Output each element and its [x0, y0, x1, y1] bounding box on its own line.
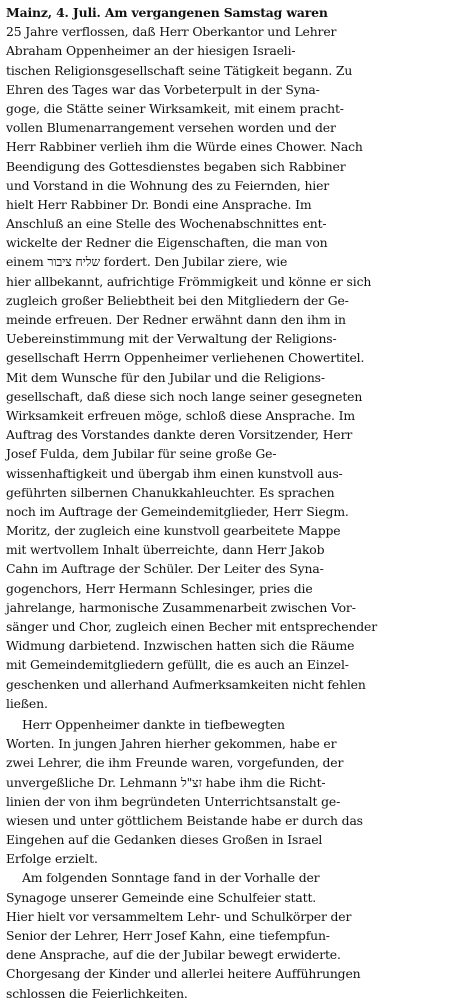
article-line: hier allbekannt, aufrichtige Frömmigkeit und könne er sich: [6, 273, 372, 289]
article-line: Senior der Lehrer, Herr Josef Kahn, eine tiefempfun-: [6, 928, 330, 943]
article-line: sänger und Chor, zugleich einen Becher mit entsprechender: [6, 619, 378, 634]
article-line: Am folgenden Sonntage fand in der Vorhalle der: [22, 870, 320, 886]
paragraph-jubilee-report: [6, 3, 443, 713]
article-line: einem שליח ציבור fordert. Den Jubilar ziere, wie: [6, 254, 288, 270]
article-line: noch im Auftrage der Gemeindemitglieder, Herr Siegm.: [6, 503, 349, 519]
article-line: gesellschaft, daß diese sich noch lange seiner gesegneten: [6, 388, 363, 404]
article-line: gogenchors, Herr Hermann Schlesinger, pries die: [6, 580, 313, 596]
article-line: ließen.: [6, 695, 48, 711]
article-line: Chorgesang der Kinder und allerlei heitere Aufführungen: [6, 966, 361, 982]
article-line: tischen Religionsgesellschaft seine Tätigkeit begann. Zu: [6, 62, 353, 78]
article-line: Wirksamkeit erfreuen möge, schloß diese Ansprache. Im: [6, 407, 355, 423]
article-line: zwei Lehrer, die ihm Freunde waren, vorgefunden, der: [6, 755, 344, 771]
article-line: Uebereinstimmung mit der Verwaltung der Religions-: [6, 331, 337, 347]
article-line: Josef Fulda, dem Jubilar für seine große Ge-: [6, 446, 277, 462]
article-line: hielt Herr Rabbiner Dr. Bondi eine Ansprache. Im: [6, 196, 312, 212]
paragraph-oppenheimer-thanks: [6, 715, 443, 869]
article-line: dene Ansprache, auf die der Jubilar bewegt erwiderte.: [6, 947, 341, 963]
article-line: Widmung darbietend. Inzwischen hatten sich die Räume: [6, 638, 355, 654]
article-line: Eingehen auf die Gedanken dieses Großen in Israel: [6, 832, 323, 848]
article-line: vollen Blumenarrangement versehen worden und der: [6, 120, 336, 136]
article-line: gesellschaft Herrn Oppenheimer verliehenen Chowertitel.: [6, 350, 365, 366]
paragraph-school-celebration: [6, 868, 443, 1002]
article-line: Moritz, der zugleich eine kunstvoll gearbeitete Mappe: [6, 523, 341, 539]
article-line: Abraham Oppenheimer an der hiesigen Israeli-: [6, 43, 296, 59]
article-line: unvergeßliche Dr. Lehmann זצ"ל habe ihm die Richt-: [6, 774, 326, 790]
article-line: jahrelange, harmonische Zusammenarbeit zwischen Vor-: [6, 599, 356, 615]
article-line: Ehren des Tages war das Vorbeterpult in der Syna-: [6, 81, 320, 97]
article-line: Hier hielt vor versammeltem Lehr- und Schulkörper der: [6, 908, 352, 924]
article-line: linien der von ihm begründeten Unterrichtsanstalt ge-: [6, 793, 341, 809]
article-line: und Vorstand in die Wohnung des zu Feiernden, hier: [6, 177, 330, 193]
article-line: goge, die Stätte seiner Wirksamkeit, mit einem pracht-: [6, 100, 344, 116]
article-line: wiesen und unter göttlichem Beistande habe er durch das: [6, 812, 363, 828]
article-line: schlossen die Feierlichkeiten.: [6, 985, 188, 1001]
article-line: wissenhaftigkeit und übergab ihm einen kunstvoll aus-: [6, 465, 343, 481]
article-line: geschenken und allerhand Aufmerksamkeiten nicht fehlen: [6, 676, 366, 692]
article-line: mit Gemeindemitgliedern gefüllt, die es auch an Einzel-: [6, 657, 349, 673]
article-line: geführten silbernen Chanukkahleuchter. Es sprachen: [6, 484, 335, 500]
article-line: mit wertvollem Inhalt überreichte, dann Herr Jakob: [6, 542, 325, 558]
article-line: wickelte der Redner die Eigenschaften, die man von: [6, 235, 328, 251]
article-line: Worten. In jungen Jahren hierher gekommen, habe er: [6, 736, 337, 752]
article-line: Erfolge erzielt.: [6, 851, 98, 867]
article-line: Herr Oppenheimer dankte in tiefbewegten: [22, 716, 285, 732]
article-line: zugleich großer Beliebtheit bei den Mitgliedern der Ge-: [6, 292, 349, 308]
article-line: Herr Rabbiner verlieh ihm die Würde eines Chower. Nach: [6, 139, 363, 155]
article-line: Anschluß an eine Stelle des Wochenabschnittes ent-: [6, 216, 327, 232]
article-line: 25 Jahre verflossen, daß Herr Oberkantor und Lehrer: [6, 24, 337, 40]
article-line: meinde erfreuen. Der Redner erwähnt dann den ihm in: [6, 312, 346, 327]
article-line: Synagoge unserer Gemeinde eine Schulfeier statt.: [6, 889, 317, 905]
article-line: Auftrag des Vorstandes dankte deren Vorsitzender, Herr: [6, 427, 353, 443]
newspaper-article: [6, 3, 443, 1001]
article-line: Beendigung des Gottesdienstes begaben sich Rabbiner: [6, 158, 346, 174]
article-line: Mit dem Wunsche für den Jubilar und die Religions-: [6, 369, 325, 385]
article-line: Mainz, 4. Juli. Am vergangenen Samstag waren: [6, 5, 328, 20]
article-line: Cahn im Auftrage der Schüler. Der Leiter des Syna-: [6, 561, 324, 577]
